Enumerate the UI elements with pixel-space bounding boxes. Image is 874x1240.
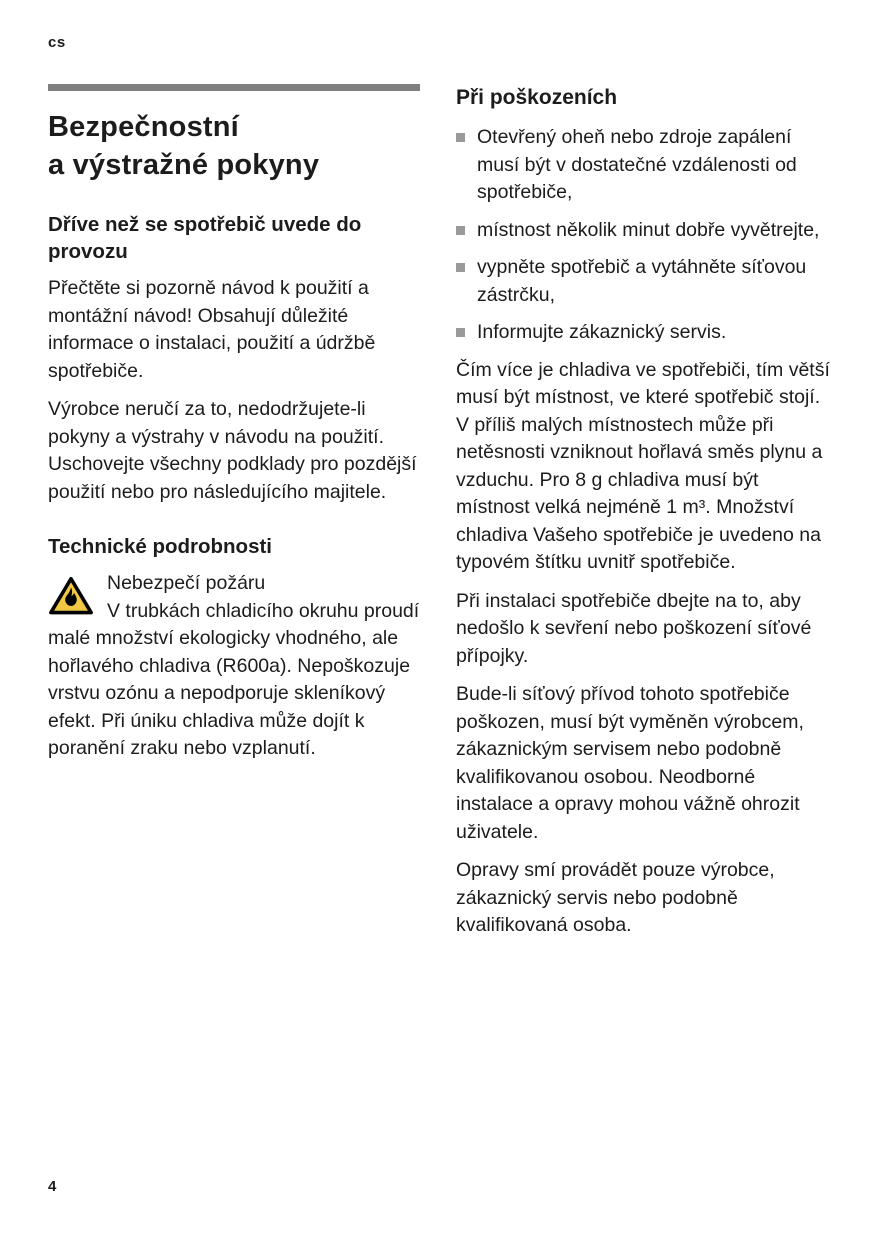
page-title-line1: Bezpečnostní [48, 111, 239, 143]
warning-block [48, 570, 420, 774]
list-item [456, 254, 834, 309]
paragraph: Opravy smí provádět pouze výrobce, zákaznický servis nebo podobně kvalifikovaná osoba. [456, 859, 775, 936]
bullet-text: Informujte zákaznický servis. [477, 321, 727, 343]
bullet-square-icon [456, 133, 465, 142]
warning-paragraph: V trubkách chladicího okruhu proudí malé množství ekologicky vhodného, ale hořlavého chladiva (R600a). Nepoškozuje vrstvu ozónu a nepodporuje skleníkový efekt. Při úniku chladiva může dojít k poranění zraku nebo vzplanutí. [48, 599, 420, 759]
bullet-text: místnost několik minut dobře vyvětrejte, [477, 218, 820, 241]
paragraph: Přečtěte si pozorně návod k použití a montážní návod! Obsahují důležité informace o instalaci, použití a údržbě spotřebiče. [48, 277, 376, 382]
warning-title: Nebezpečí požáru [107, 572, 266, 594]
bullet-square-icon [456, 263, 465, 272]
paragraph: Při instalaci spotřebiče dbejte na to, aby nedošlo k sevření nebo poškození síťové přípojky. [456, 589, 812, 667]
list-item [456, 217, 834, 245]
paragraph: Výrobce neručí za to, nedodržujete-li pokyny a výstrahy v návodu na použití. Uschovejte všechny podklady pro pozdější použití nebo pro následujícího majitele. [48, 398, 417, 503]
list-item [456, 319, 834, 347]
bullet-square-icon [456, 328, 465, 337]
bullet-text: Otevřený oheň nebo zdroje zapálení musí být v dostatečné vzdálenosti od spotřebiče, [477, 126, 797, 203]
section-heading-damage: Při poškozeních [456, 86, 618, 109]
bullet-list [456, 124, 834, 347]
page-title [48, 108, 420, 184]
list-item [456, 124, 834, 207]
title-rule [48, 84, 420, 91]
section-heading-technical: Technické podrobnosti [48, 535, 272, 558]
paragraph: Bude-li síťový přívod tohoto spotřebiče poškozen, musí být vyměněn výrobcem, zákaznickým servisem nebo podobně kvalifikovanou osobou. Neodborné instalace a opravy mohou vážně ohrozit uživatele. [456, 683, 804, 843]
bullet-text: vypněte spotřebič a vytáhněte síťovou zástrčku, [477, 256, 807, 306]
fire-warning-triangle-icon [48, 575, 94, 617]
right-column [456, 84, 834, 951]
paragraph: Čím více je chladiva ve spotřebiči, tím větší musí být místnost, ve které spotřebič stojí. V příliš malých místnostech může při netěsnosti vzniknout hořlavá směs plynu a vzduchu. Pro 8 g chladiva musí být místnost velká nejméně 1 m³. Množství chladiva Vašeho spotřebiče je uvedeno na typovém štítku uvnitř spotřebiče. [456, 358, 830, 573]
page-title-line2: a výstražné pokyny [48, 149, 320, 181]
language-tag: cs [48, 34, 66, 51]
section-heading-before-use: Dříve než se spotřebič uvede do provozu [48, 213, 362, 263]
page-number: 4 [48, 1178, 57, 1195]
bullet-square-icon [456, 226, 465, 235]
left-column [48, 84, 420, 774]
